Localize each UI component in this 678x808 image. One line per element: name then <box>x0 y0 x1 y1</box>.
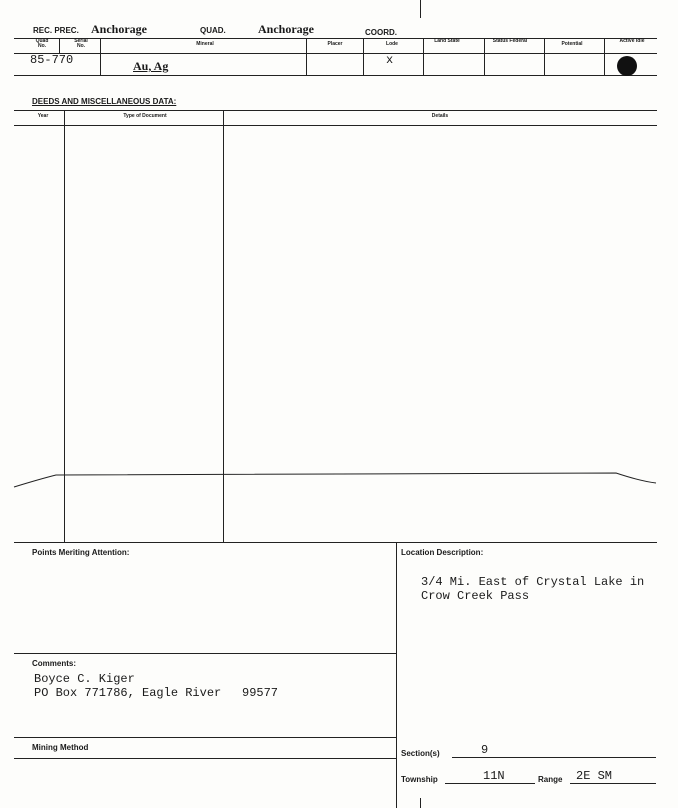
comments-line1: Boyce C. Kiger <box>34 672 135 686</box>
col-active-idle: Active Idle <box>619 38 645 44</box>
quad-serial-value: 85-770 <box>30 53 74 67</box>
range-value: 2E SM <box>576 769 613 783</box>
claim-col-div-8 <box>604 39 605 75</box>
coord-label: COORD. <box>365 28 397 37</box>
mining-method-label: Mining Method <box>32 743 89 752</box>
col-land-state: Land State <box>434 38 460 44</box>
deeds-col-details: Details <box>431 113 449 119</box>
section-underline <box>452 757 656 758</box>
comments-line2: PO Box 771786, Eagle River <box>34 686 222 700</box>
deeds-col-year: Year <box>37 113 49 119</box>
comments-zip: 99577 <box>242 686 279 700</box>
claim-col-div-6 <box>484 39 485 75</box>
col-mineral: Mineral <box>196 41 214 47</box>
col-serial-no: Serial No. <box>74 38 88 49</box>
township-label: Township <box>401 775 438 784</box>
comments-label: Comments: <box>32 659 77 668</box>
section-value: 9 <box>481 743 489 757</box>
mining-method-rule <box>14 758 396 759</box>
active-dot <box>617 56 637 76</box>
township-value: 11N <box>483 769 505 783</box>
col-potential: Potential <box>561 41 583 47</box>
mineral-value: Au, Ag <box>133 59 169 73</box>
comments-bottom-rule <box>14 737 396 738</box>
points-bottom-rule <box>14 653 396 654</box>
claim-col-div-5 <box>423 39 424 75</box>
top-tick <box>420 0 421 18</box>
deeds-col-type: Type of Document <box>123 113 167 119</box>
bottom-tick <box>420 798 421 808</box>
col-quad-no: Quad No. <box>35 38 49 49</box>
col-status-federal: Status Federal <box>492 38 528 44</box>
location-line1: 3/4 Mi. East of Crystal Lake in <box>421 575 645 589</box>
claim-col-div-3 <box>306 39 307 75</box>
rec-prec-label: REC. PREC. <box>33 26 79 35</box>
claim-col-div-7 <box>544 39 545 75</box>
township-underline <box>445 783 535 784</box>
deeds-top-rule <box>14 110 657 111</box>
section-label: Section(s) <box>401 749 440 758</box>
location-label: Location Description: <box>401 548 484 557</box>
location-line2: Crow Creek Pass <box>421 589 530 603</box>
lower-divider <box>396 542 397 808</box>
range-underline <box>570 783 656 784</box>
claim-col-div-1 <box>59 39 60 53</box>
claim-subheader-rule <box>14 53 657 54</box>
quad-value: Anchorage <box>258 22 314 36</box>
claim-col-div-2 <box>100 39 101 75</box>
col-placer: Placer <box>327 41 343 47</box>
quad-label: QUAD. <box>200 26 226 35</box>
lode-value: x <box>386 53 394 67</box>
points-label: Points Meriting Attention: <box>32 548 130 557</box>
col-lode: Lode <box>386 41 398 47</box>
rec-prec-value: Anchorage <box>91 22 147 36</box>
deeds-bottom-rule <box>14 542 657 543</box>
range-label: Range <box>538 775 563 784</box>
header-rule <box>14 38 657 39</box>
claim-col-div-4 <box>363 39 364 75</box>
deeds-header-rule <box>14 125 657 126</box>
deeds-fold-line <box>0 455 678 495</box>
claim-bottom-rule <box>14 75 657 76</box>
deeds-title: DEEDS AND MISCELLANEOUS DATA: <box>32 97 177 106</box>
